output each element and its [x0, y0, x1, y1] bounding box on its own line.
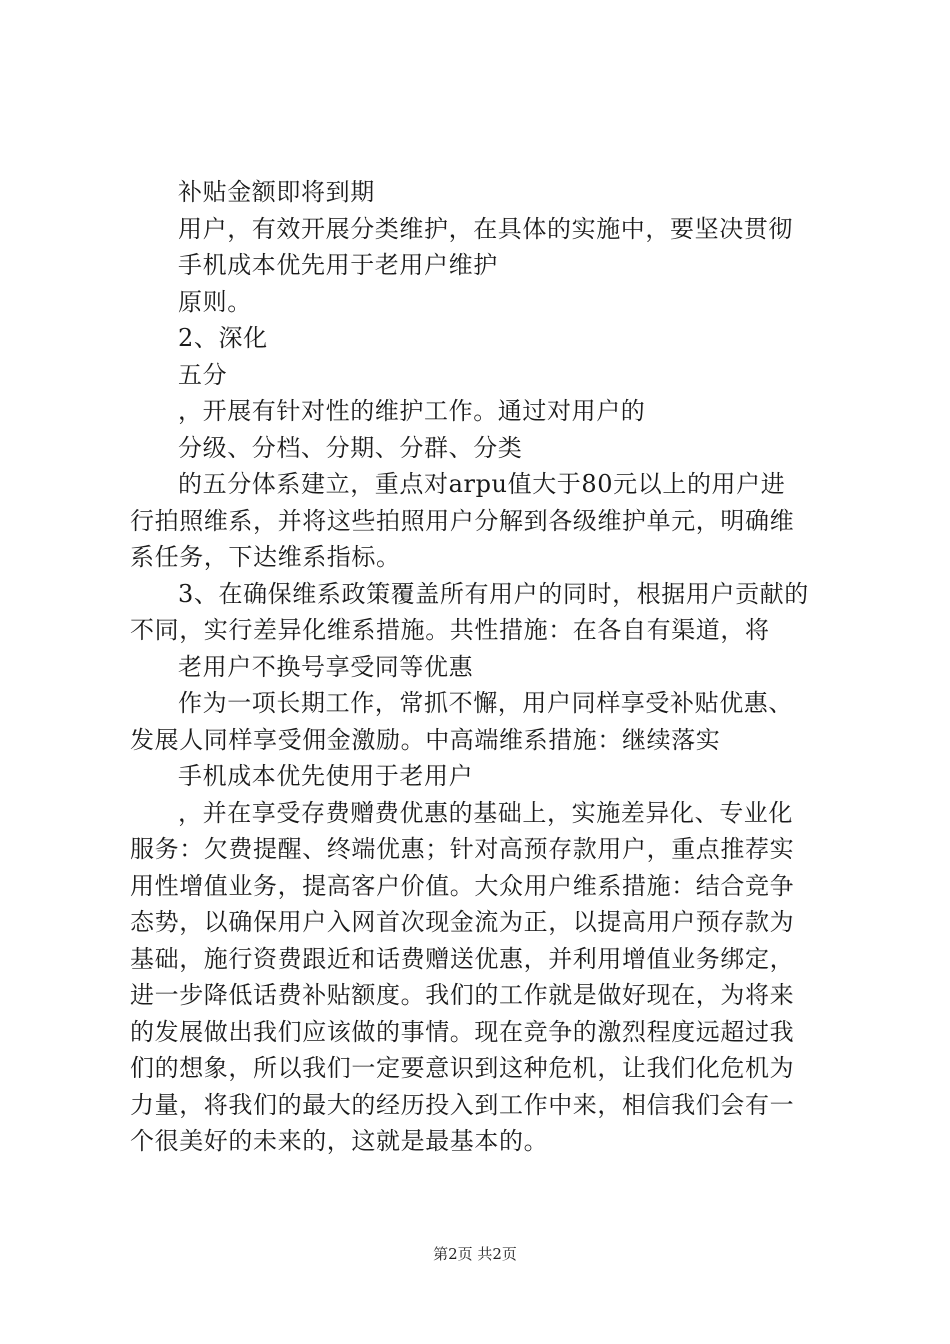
page-footer: [0, 1244, 950, 1264]
text-line: 力量，将我们的最大的经历投入到工作中来，相信我们会有一: [130, 1090, 795, 1119]
text-line: 服务：欠费提醒、终端优惠；针对高预存款用户，重点推荐实: [130, 835, 795, 863]
text-line: 用性增值业务，提高客户价值。大众用户维系措施：结合竞争: [130, 871, 795, 900]
text-line: 五分: [178, 360, 228, 389]
text-line: 用户，有效开展分类维护，在具体的实施中，要坚决贯彻: [178, 214, 793, 243]
document-body: [130, 174, 830, 1160]
text-line: 系任务，下达维系指标。: [130, 543, 401, 571]
text-line: 基础，施行资费跟近和话费赠送优惠，并利用增值业务绑定，: [130, 944, 795, 973]
text-line: 分级、分档、分期、分群、分类: [178, 433, 523, 462]
text-line: 原则。: [178, 287, 252, 316]
text-line: ，并在享受存费赠费优惠的基础上，实施差异化、专业化: [178, 798, 793, 827]
text-line: 2、深化: [178, 324, 268, 352]
text-line: 的发展做出我们应该做的事情。现在竞争的激烈程度远超过我: [130, 1017, 795, 1046]
text-line: 进一步降低话费补贴额度。我们的工作就是做好现在，为将来: [130, 981, 795, 1009]
text-line: 3、在确保维系政策覆盖所有用户的同时，根据用户贡献的: [178, 579, 809, 608]
text-line: ，开展有针对性的维护工作。通过对用户的: [178, 397, 646, 425]
text-line: 的五分体系建立，重点对arpu值大于80元以上的用户进: [178, 470, 786, 498]
text-line: 手机成本优先使用于老用户: [178, 762, 474, 790]
text-line: 态势，以确保用户入网首次现金流为正，以提高用户预存款为: [130, 908, 795, 936]
text-line: 不同，实行差异化维系措施。共性措施：在各自有渠道，将: [130, 616, 770, 644]
text-line: 们的想象，所以我们一定要意识到这种危机，让我们化危机为: [130, 1054, 795, 1082]
text-line: 手机成本优先用于老用户维护: [178, 251, 498, 279]
text-line: 补贴金额即将到期: [178, 178, 375, 206]
text-line: 个很美好的未来的，这就是最基本的。: [130, 1127, 549, 1155]
text-line: 发展人同样享受佣金激励。中高端维系措施：继续落实: [130, 725, 721, 754]
text-line: 老用户不换号享受同等优惠: [178, 652, 474, 681]
text-line: 行拍照维系，并将这些拍照用户分解到各级维护单元，明确维: [130, 506, 795, 535]
text-line: 作为一项长期工作，常抓不懈，用户同样享受补贴优惠、: [178, 689, 793, 717]
page-number-label: 第2页 共2页: [433, 1245, 517, 1263]
